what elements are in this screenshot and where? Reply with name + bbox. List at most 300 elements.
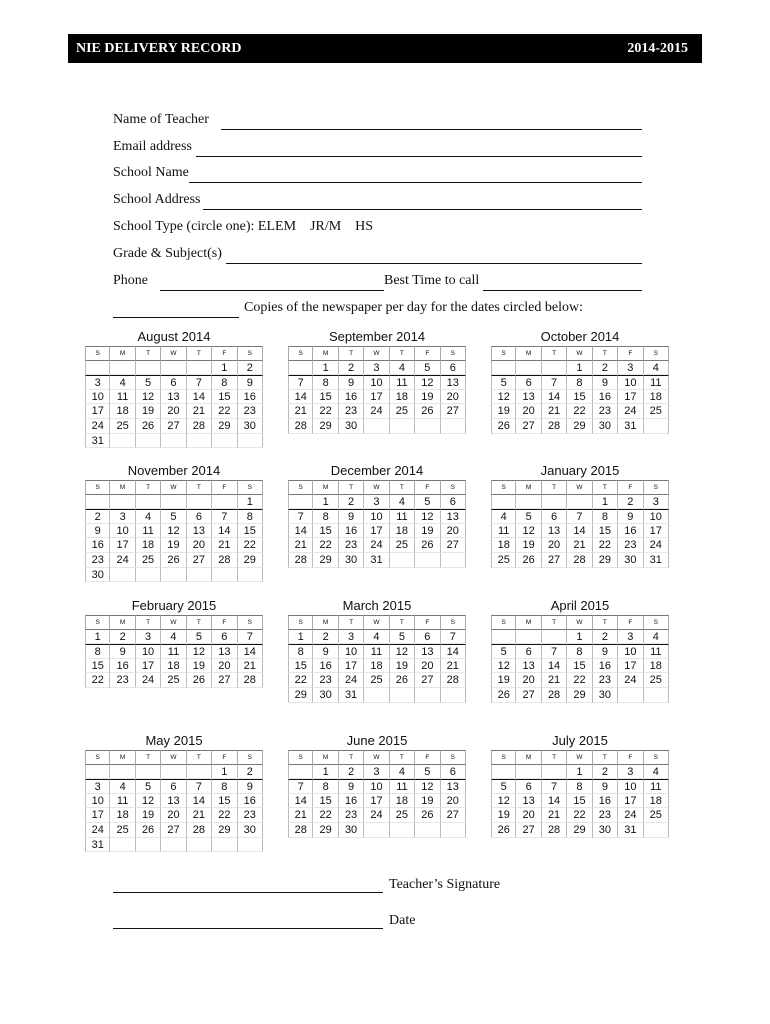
calendar-day[interactable]: 8 <box>288 644 313 659</box>
calendar-day[interactable]: 16 <box>110 659 135 674</box>
calendar-day[interactable]: 22 <box>313 808 338 823</box>
calendar-day[interactable]: 16 <box>238 794 263 809</box>
calendar-day[interactable]: 26 <box>187 673 212 688</box>
calendar-day[interactable]: 25 <box>390 404 415 419</box>
calendar-day[interactable]: 13 <box>212 644 237 659</box>
calendar-day[interactable]: 10 <box>339 644 364 659</box>
calendar-day[interactable]: 24 <box>364 404 389 419</box>
calendar-day[interactable]: 20 <box>187 538 212 553</box>
calendar-day[interactable]: 21 <box>542 808 567 823</box>
calendar-day[interactable]: 15 <box>313 390 338 405</box>
calendar-day[interactable]: 16 <box>238 390 263 405</box>
grade-field[interactable] <box>226 249 642 264</box>
calendar-day[interactable]: 16 <box>313 659 338 674</box>
calendar-day[interactable]: 28 <box>238 673 263 688</box>
calendar-day[interactable]: 15 <box>567 659 592 674</box>
calendar-day[interactable]: 12 <box>415 779 440 794</box>
calendar-day[interactable]: 5 <box>136 779 161 794</box>
calendar-day[interactable]: 31 <box>618 419 643 434</box>
calendar-day[interactable]: 20 <box>212 659 237 674</box>
calendar-day[interactable]: 23 <box>339 404 364 419</box>
calendar-day[interactable]: 28 <box>288 419 313 434</box>
calendar-day[interactable]: 22 <box>288 673 313 688</box>
calendar-day[interactable]: 21 <box>187 808 212 823</box>
calendar-day[interactable]: 2 <box>339 765 364 780</box>
calendar-day[interactable]: 20 <box>516 404 541 419</box>
calendar-day[interactable]: 17 <box>364 524 389 539</box>
calendar-day[interactable]: 6 <box>415 630 440 645</box>
calendar-day[interactable]: 10 <box>364 779 389 794</box>
calendar-day[interactable]: 15 <box>288 659 313 674</box>
calendar-day[interactable]: 10 <box>136 644 161 659</box>
calendar-day[interactable]: 9 <box>339 375 364 390</box>
calendar-day[interactable]: 8 <box>567 375 592 390</box>
calendar-day[interactable]: 19 <box>136 808 161 823</box>
calendar-day[interactable]: 7 <box>567 509 592 524</box>
calendar-day[interactable]: 29 <box>313 553 338 568</box>
calendar-day[interactable]: 6 <box>161 779 186 794</box>
calendar-day[interactable]: 14 <box>441 644 466 659</box>
calendar-day[interactable]: 24 <box>364 538 389 553</box>
calendar-day[interactable]: 13 <box>516 659 541 674</box>
calendar-day[interactable]: 14 <box>567 524 592 539</box>
calendar-day[interactable]: 30 <box>238 419 263 434</box>
copies-field[interactable] <box>113 303 239 318</box>
calendar-day[interactable]: 30 <box>593 823 618 838</box>
calendar-day[interactable]: 15 <box>238 524 263 539</box>
calendar-day[interactable]: 6 <box>212 630 237 645</box>
calendar-day[interactable]: 18 <box>390 794 415 809</box>
calendar-day[interactable]: 30 <box>593 688 618 703</box>
calendar-day[interactable]: 19 <box>516 538 541 553</box>
calendar-day[interactable]: 20 <box>161 808 186 823</box>
calendar-day[interactable]: 20 <box>161 404 186 419</box>
calendar-day[interactable]: 25 <box>491 553 516 568</box>
calendar-day[interactable]: 6 <box>187 509 212 524</box>
calendar-day[interactable]: 25 <box>644 404 669 419</box>
calendar-day[interactable]: 4 <box>491 509 516 524</box>
calendar-day[interactable]: 22 <box>567 404 592 419</box>
calendar-day[interactable]: 5 <box>516 509 541 524</box>
calendar-day[interactable]: 11 <box>491 524 516 539</box>
calendar-day[interactable]: 22 <box>567 673 592 688</box>
calendar-day[interactable]: 8 <box>212 779 237 794</box>
calendar-day[interactable]: 21 <box>288 404 313 419</box>
calendar-day[interactable]: 19 <box>187 659 212 674</box>
calendar-day[interactable]: 13 <box>441 779 466 794</box>
calendar-day[interactable]: 14 <box>542 794 567 809</box>
calendar-day[interactable]: 16 <box>593 390 618 405</box>
calendar-day[interactable]: 4 <box>644 630 669 645</box>
calendar-day[interactable]: 31 <box>644 553 669 568</box>
calendar-day[interactable]: 27 <box>441 808 466 823</box>
calendar-day[interactable]: 1 <box>212 765 237 780</box>
calendar-day[interactable]: 8 <box>212 375 237 390</box>
calendar-day[interactable]: 13 <box>516 794 541 809</box>
calendar-day[interactable]: 27 <box>516 823 541 838</box>
calendar-day[interactable]: 3 <box>618 361 643 376</box>
calendar-day[interactable]: 19 <box>415 390 440 405</box>
calendar-day[interactable]: 27 <box>441 404 466 419</box>
calendar-day[interactable]: 17 <box>85 808 110 823</box>
calendar-day[interactable]: 20 <box>542 538 567 553</box>
calendar-day[interactable]: 7 <box>288 509 313 524</box>
calendar-day[interactable]: 28 <box>288 823 313 838</box>
calendar-day[interactable]: 11 <box>644 644 669 659</box>
calendar-day[interactable]: 27 <box>542 553 567 568</box>
calendar-day[interactable]: 8 <box>85 644 110 659</box>
calendar-day[interactable]: 2 <box>339 361 364 376</box>
calendar-day[interactable]: 30 <box>339 823 364 838</box>
calendar-day[interactable]: 1 <box>313 495 338 510</box>
calendar-day[interactable]: 20 <box>441 390 466 405</box>
calendar-day[interactable]: 21 <box>542 404 567 419</box>
calendar-day[interactable]: 5 <box>415 361 440 376</box>
calendar-day[interactable]: 8 <box>313 779 338 794</box>
calendar-day[interactable]: 17 <box>110 538 135 553</box>
calendar-day[interactable]: 12 <box>415 375 440 390</box>
calendar-day[interactable]: 2 <box>85 509 110 524</box>
calendar-day[interactable]: 8 <box>593 509 618 524</box>
calendar-day[interactable]: 4 <box>161 630 186 645</box>
calendar-day[interactable]: 26 <box>516 553 541 568</box>
calendar-day[interactable]: 21 <box>212 538 237 553</box>
calendar-day[interactable]: 26 <box>161 553 186 568</box>
calendar-day[interactable]: 14 <box>212 524 237 539</box>
calendar-day[interactable]: 6 <box>516 375 541 390</box>
calendar-day[interactable]: 12 <box>491 390 516 405</box>
calendar-day[interactable]: 10 <box>110 524 135 539</box>
calendar-day[interactable]: 1 <box>593 495 618 510</box>
calendar-day[interactable]: 30 <box>618 553 643 568</box>
calendar-day[interactable]: 12 <box>187 644 212 659</box>
calendar-day[interactable]: 30 <box>339 419 364 434</box>
calendar-day[interactable]: 12 <box>136 794 161 809</box>
calendar-day[interactable]: 23 <box>593 808 618 823</box>
calendar-day[interactable]: 19 <box>491 808 516 823</box>
calendar-day[interactable]: 27 <box>161 823 186 838</box>
calendar-day[interactable]: 29 <box>593 553 618 568</box>
calendar-day[interactable]: 6 <box>161 375 186 390</box>
school-type-jr-option[interactable]: JR/M <box>310 219 342 234</box>
calendar-day[interactable]: 23 <box>618 538 643 553</box>
calendar-day[interactable]: 13 <box>516 390 541 405</box>
calendar-day[interactable]: 1 <box>238 495 263 510</box>
calendar-day[interactable]: 6 <box>516 644 541 659</box>
calendar-day[interactable]: 9 <box>339 509 364 524</box>
calendar-day[interactable]: 21 <box>187 404 212 419</box>
calendar-day[interactable]: 1 <box>212 361 237 376</box>
calendar-day[interactable]: 20 <box>441 524 466 539</box>
calendar-day[interactable]: 3 <box>136 630 161 645</box>
calendar-day[interactable]: 11 <box>390 779 415 794</box>
teacher-name-field[interactable] <box>221 115 642 130</box>
calendar-day[interactable]: 12 <box>161 524 186 539</box>
calendar-day[interactable]: 20 <box>415 659 440 674</box>
calendar-day[interactable]: 11 <box>644 779 669 794</box>
school-name-field[interactable] <box>189 168 642 183</box>
calendar-day[interactable]: 13 <box>415 644 440 659</box>
calendar-day[interactable]: 23 <box>593 673 618 688</box>
calendar-day[interactable]: 11 <box>136 524 161 539</box>
teacher-signature-field[interactable] <box>113 878 383 893</box>
calendar-day[interactable]: 22 <box>238 538 263 553</box>
calendar-day[interactable]: 26 <box>491 823 516 838</box>
email-field[interactable] <box>196 142 642 157</box>
calendar-day[interactable]: 9 <box>313 644 338 659</box>
calendar-day[interactable]: 9 <box>85 524 110 539</box>
calendar-day[interactable]: 8 <box>567 644 592 659</box>
calendar-day[interactable]: 5 <box>161 509 186 524</box>
calendar-day[interactable]: 2 <box>238 361 263 376</box>
calendar-day[interactable]: 31 <box>85 838 110 853</box>
calendar-day[interactable]: 30 <box>313 688 338 703</box>
calendar-day[interactable]: 24 <box>618 404 643 419</box>
calendar-day[interactable]: 11 <box>110 794 135 809</box>
calendar-day[interactable]: 24 <box>110 553 135 568</box>
calendar-day[interactable]: 19 <box>390 659 415 674</box>
calendar-day[interactable]: 2 <box>339 495 364 510</box>
calendar-day[interactable]: 25 <box>390 808 415 823</box>
calendar-day[interactable]: 5 <box>491 375 516 390</box>
calendar-day[interactable]: 1 <box>567 765 592 780</box>
calendar-day[interactable]: 17 <box>339 659 364 674</box>
calendar-day[interactable]: 2 <box>618 495 643 510</box>
calendar-day[interactable]: 1 <box>567 630 592 645</box>
calendar-day[interactable]: 18 <box>644 794 669 809</box>
calendar-day[interactable]: 25 <box>390 538 415 553</box>
calendar-day[interactable]: 11 <box>364 644 389 659</box>
calendar-day[interactable]: 24 <box>339 673 364 688</box>
calendar-day[interactable]: 1 <box>288 630 313 645</box>
calendar-day[interactable]: 1 <box>313 765 338 780</box>
calendar-day[interactable]: 29 <box>212 419 237 434</box>
calendar-day[interactable]: 2 <box>593 630 618 645</box>
calendar-day[interactable]: 3 <box>644 495 669 510</box>
calendar-day[interactable]: 15 <box>85 659 110 674</box>
calendar-day[interactable]: 24 <box>618 808 643 823</box>
calendar-day[interactable]: 16 <box>593 794 618 809</box>
calendar-day[interactable]: 7 <box>288 375 313 390</box>
calendar-day[interactable]: 26 <box>491 688 516 703</box>
calendar-day[interactable]: 4 <box>110 779 135 794</box>
calendar-day[interactable]: 20 <box>516 673 541 688</box>
calendar-day[interactable]: 4 <box>364 630 389 645</box>
calendar-day[interactable]: 30 <box>593 419 618 434</box>
calendar-day[interactable]: 14 <box>288 390 313 405</box>
calendar-day[interactable]: 1 <box>85 630 110 645</box>
calendar-day[interactable]: 15 <box>567 390 592 405</box>
calendar-day[interactable]: 29 <box>567 823 592 838</box>
calendar-day[interactable]: 22 <box>313 404 338 419</box>
calendar-day[interactable]: 14 <box>187 794 212 809</box>
calendar-day[interactable]: 5 <box>390 630 415 645</box>
calendar-day[interactable]: 15 <box>313 524 338 539</box>
calendar-day[interactable]: 17 <box>618 794 643 809</box>
calendar-day[interactable]: 28 <box>542 823 567 838</box>
calendar-day[interactable]: 5 <box>491 779 516 794</box>
calendar-day[interactable]: 28 <box>542 688 567 703</box>
calendar-day[interactable]: 29 <box>313 419 338 434</box>
calendar-day[interactable]: 9 <box>593 644 618 659</box>
calendar-day[interactable]: 19 <box>161 538 186 553</box>
calendar-day[interactable]: 28 <box>288 553 313 568</box>
calendar-day[interactable]: 17 <box>618 659 643 674</box>
calendar-day[interactable]: 7 <box>542 644 567 659</box>
calendar-day[interactable]: 4 <box>110 375 135 390</box>
calendar-day[interactable]: 23 <box>238 808 263 823</box>
calendar-day[interactable]: 15 <box>313 794 338 809</box>
calendar-day[interactable]: 10 <box>618 779 643 794</box>
calendar-day[interactable]: 6 <box>516 779 541 794</box>
calendar-day[interactable]: 3 <box>85 375 110 390</box>
calendar-day[interactable]: 15 <box>567 794 592 809</box>
calendar-day[interactable]: 22 <box>85 673 110 688</box>
calendar-day[interactable]: 27 <box>441 538 466 553</box>
calendar-day[interactable]: 7 <box>238 630 263 645</box>
calendar-day[interactable]: 29 <box>567 419 592 434</box>
calendar-day[interactable]: 17 <box>85 404 110 419</box>
calendar-day[interactable]: 5 <box>415 765 440 780</box>
calendar-day[interactable]: 27 <box>516 688 541 703</box>
calendar-day[interactable]: 31 <box>85 434 110 449</box>
calendar-day[interactable]: 28 <box>441 673 466 688</box>
calendar-day[interactable]: 11 <box>161 644 186 659</box>
calendar-day[interactable]: 18 <box>161 659 186 674</box>
school-type-hs-option[interactable]: HS <box>355 219 374 234</box>
calendar-day[interactable]: 29 <box>288 688 313 703</box>
calendar-day[interactable]: 9 <box>110 644 135 659</box>
calendar-day[interactable]: 17 <box>364 390 389 405</box>
calendar-day[interactable]: 5 <box>491 644 516 659</box>
calendar-day[interactable]: 14 <box>288 524 313 539</box>
calendar-day[interactable]: 13 <box>161 794 186 809</box>
calendar-day[interactable]: 6 <box>542 509 567 524</box>
calendar-day[interactable]: 19 <box>415 524 440 539</box>
calendar-day[interactable]: 18 <box>364 659 389 674</box>
calendar-day[interactable]: 14 <box>542 390 567 405</box>
calendar-day[interactable]: 18 <box>390 390 415 405</box>
calendar-day[interactable]: 18 <box>644 390 669 405</box>
calendar-day[interactable]: 23 <box>110 673 135 688</box>
calendar-day[interactable]: 22 <box>212 404 237 419</box>
calendar-day[interactable]: 28 <box>187 823 212 838</box>
calendar-day[interactable]: 10 <box>85 794 110 809</box>
calendar-day[interactable]: 2 <box>593 765 618 780</box>
calendar-day[interactable]: 10 <box>85 390 110 405</box>
calendar-day[interactable]: 22 <box>593 538 618 553</box>
calendar-day[interactable]: 11 <box>390 509 415 524</box>
calendar-day[interactable]: 18 <box>110 404 135 419</box>
calendar-day[interactable]: 4 <box>390 495 415 510</box>
calendar-day[interactable]: 23 <box>313 673 338 688</box>
calendar-day[interactable]: 2 <box>238 765 263 780</box>
phone-field[interactable] <box>160 276 384 291</box>
calendar-day[interactable]: 25 <box>364 673 389 688</box>
calendar-day[interactable]: 21 <box>238 659 263 674</box>
calendar-day[interactable]: 21 <box>288 538 313 553</box>
calendar-day[interactable]: 7 <box>187 375 212 390</box>
calendar-day[interactable]: 27 <box>161 419 186 434</box>
calendar-day[interactable]: 7 <box>187 779 212 794</box>
calendar-day[interactable]: 26 <box>415 538 440 553</box>
calendar-day[interactable]: 12 <box>491 794 516 809</box>
calendar-day[interactable]: 25 <box>110 419 135 434</box>
calendar-day[interactable]: 16 <box>339 390 364 405</box>
calendar-day[interactable]: 19 <box>136 404 161 419</box>
calendar-day[interactable]: 6 <box>441 495 466 510</box>
calendar-day[interactable]: 23 <box>593 404 618 419</box>
calendar-day[interactable]: 29 <box>212 823 237 838</box>
calendar-day[interactable]: 9 <box>593 375 618 390</box>
calendar-day[interactable]: 10 <box>618 375 643 390</box>
calendar-day[interactable]: 12 <box>491 659 516 674</box>
calendar-day[interactable]: 24 <box>136 673 161 688</box>
calendar-day[interactable]: 3 <box>364 765 389 780</box>
calendar-day[interactable]: 24 <box>85 419 110 434</box>
calendar-day[interactable]: 3 <box>339 630 364 645</box>
calendar-day[interactable]: 20 <box>516 808 541 823</box>
calendar-day[interactable]: 18 <box>390 524 415 539</box>
calendar-day[interactable]: 13 <box>542 524 567 539</box>
calendar-day[interactable]: 3 <box>364 495 389 510</box>
calendar-day[interactable]: 24 <box>364 808 389 823</box>
calendar-day[interactable]: 3 <box>364 361 389 376</box>
calendar-day[interactable]: 8 <box>313 375 338 390</box>
calendar-day[interactable]: 18 <box>491 538 516 553</box>
calendar-day[interactable]: 18 <box>644 659 669 674</box>
calendar-day[interactable]: 23 <box>238 404 263 419</box>
calendar-day[interactable]: 21 <box>288 808 313 823</box>
calendar-day[interactable]: 24 <box>85 823 110 838</box>
calendar-day[interactable]: 27 <box>212 673 237 688</box>
calendar-day[interactable]: 4 <box>136 509 161 524</box>
calendar-day[interactable]: 19 <box>415 794 440 809</box>
calendar-day[interactable]: 1 <box>313 361 338 376</box>
calendar-day[interactable]: 5 <box>415 495 440 510</box>
calendar-day[interactable]: 25 <box>644 808 669 823</box>
calendar-day[interactable]: 10 <box>364 375 389 390</box>
calendar-day[interactable]: 11 <box>390 375 415 390</box>
calendar-day[interactable]: 4 <box>390 361 415 376</box>
calendar-day[interactable]: 3 <box>110 509 135 524</box>
calendar-day[interactable]: 27 <box>516 419 541 434</box>
calendar-day[interactable]: 31 <box>364 553 389 568</box>
calendar-day[interactable]: 25 <box>644 673 669 688</box>
calendar-day[interactable]: 11 <box>110 390 135 405</box>
calendar-day[interactable]: 27 <box>187 553 212 568</box>
calendar-day[interactable]: 26 <box>136 823 161 838</box>
calendar-day[interactable]: 4 <box>644 765 669 780</box>
calendar-day[interactable]: 19 <box>491 673 516 688</box>
calendar-day[interactable]: 9 <box>238 779 263 794</box>
calendar-day[interactable]: 17 <box>136 659 161 674</box>
calendar-day[interactable]: 27 <box>415 673 440 688</box>
calendar-day[interactable]: 28 <box>542 419 567 434</box>
calendar-day[interactable]: 17 <box>618 390 643 405</box>
calendar-day[interactable]: 26 <box>390 673 415 688</box>
calendar-day[interactable]: 25 <box>110 823 135 838</box>
calendar-day[interactable]: 23 <box>339 538 364 553</box>
calendar-day[interactable]: 19 <box>491 404 516 419</box>
calendar-day[interactable]: 26 <box>136 419 161 434</box>
calendar-day[interactable]: 23 <box>339 808 364 823</box>
calendar-day[interactable]: 16 <box>618 524 643 539</box>
best-time-field[interactable] <box>483 276 642 291</box>
calendar-day[interactable]: 11 <box>644 375 669 390</box>
school-address-field[interactable] <box>203 195 643 210</box>
calendar-day[interactable]: 18 <box>110 808 135 823</box>
